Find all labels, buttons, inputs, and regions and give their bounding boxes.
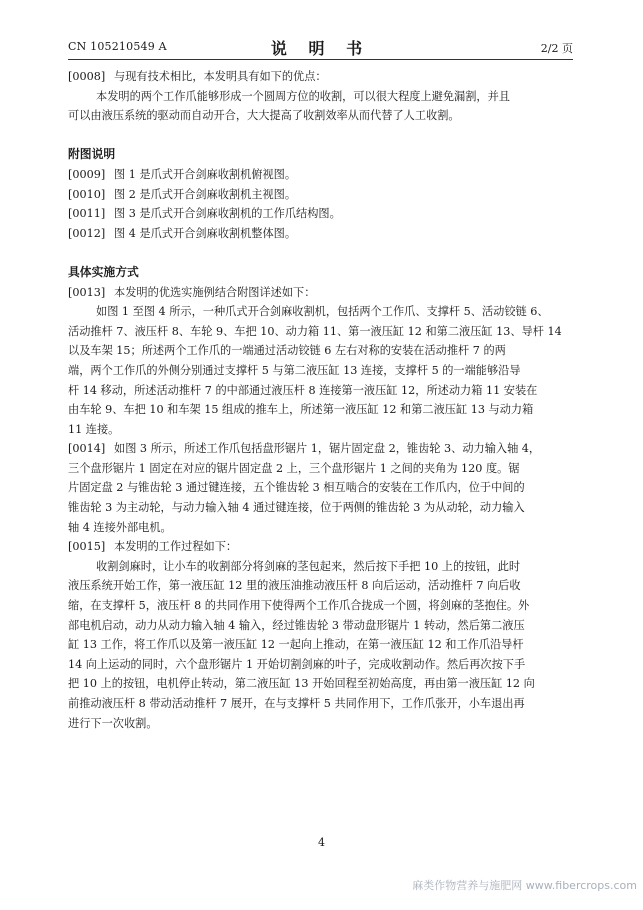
text-line: 14 向上运动的同时，六个盘形锯片 1 开始切割剑麻的叶子，完成收割动作。然后再次按下手 [68, 657, 526, 671]
page-header [68, 36, 573, 56]
text-line: 缸 13 工作，将工作爪以及第一液压缸 12 一起向上推动，在第一液压缸 12 和工作爪沿导杆 [68, 638, 524, 652]
figure-item: [0012] 图 4 是爪式开合剑麻收割机整体图。 [68, 226, 297, 240]
text-line: 轴 4 连接外部电机。 [68, 520, 172, 534]
text-line: 进行下一次收割。 [68, 716, 158, 730]
paragraph-text: 与现有技术相比，本发明具有如下的优点： [114, 70, 327, 83]
text-line: 可以由液压系统的驱动而自动开合，大大提高了收割效率从而代替了人工收割。 [68, 109, 460, 123]
text-line: 收割剑麻时，让小车的收割部分将剑麻的茎包起来，然后按下手把 10 上的按钮，此时 [96, 559, 521, 573]
document-body [68, 67, 573, 733]
section-heading-figures: 附图说明 [68, 147, 116, 162]
paragraph-0013: [0013] 本发明的优选实施例结合附图详述如下： [68, 285, 316, 299]
text-line: 三个盘形锯片 1 固定在对应的锯片固定盘 2 上，三个盘形锯片 1 之间的夹角为 120 度。锯 [68, 461, 520, 475]
header-rule [68, 59, 573, 60]
text-line: 11 连接。 [68, 422, 120, 436]
text-line: 缩，在支撑杆 5，液压杆 8 的共同作用下使得两个工作爪合拢成一个圆，将剑麻的茎抱住。外 [68, 599, 530, 613]
text-line: 把 10 上的按钮，电机停止转动，第二液压缸 13 开始回程至初始高度，再由第一液压缸 12 向 [68, 677, 535, 691]
text-line: 以及车架 15；所述两个工作爪的一端通过活动铰链 6 左右对称的安装在活动推杆 7 的两 [68, 344, 506, 358]
text-line: 如图 1 至图 4 所示，一种爪式开合剑麻收割机，包括两个工作爪、支撑杆 5、活动铰链 6、 [96, 305, 549, 319]
paragraph-0015: [0015] 本发明的工作过程如下： [68, 540, 238, 554]
text-line: 液压系统开始工作，第一液压缸 12 里的液压油推动液压杆 8 向后运动，活动推杆 7 向后收 [68, 579, 521, 593]
paragraph-0008 [68, 67, 573, 87]
page-indicator: 2/2 页 [540, 42, 573, 55]
watermark: 麻类作物营养与施肥网 www.fibercrops.com [412, 879, 637, 892]
page-number: 4 [318, 836, 325, 849]
doc-title: 说 明 书 [270, 39, 371, 58]
text-line: 端，两个工作爪的外侧分别通过支撑杆 5 与第二液压缸 13 连接，支撑杆 5 的一端能够沿导 [68, 363, 521, 377]
text-line: 杆 14 移动，所述活动推杆 7 的中部通过液压杆 8 连接第一液压缸 12，所述动力箱 11 安装在 [68, 383, 538, 397]
text-line: 本发明的两个工作爪能够形成一个圆周方位的收割，可以很大程度上避免漏割，并且 [96, 89, 510, 103]
text-line: 片固定盘 2 与锥齿轮 3 通过键连接，五个锥齿轮 3 相互啮合的安装在工作爪内，位于中间的 [68, 481, 525, 495]
doc-number: CN 105210549 A [68, 40, 167, 53]
paragraph-0014: [0014] 如图 3 所示，所述工作爪包括盘形锯片 1，锯片固定盘 2，锥齿轮 3、动力输入轴 4， [68, 442, 541, 456]
paragraph-tag: [0008] [68, 70, 106, 83]
text-line: 锥齿轮 3 为主动轮，与动力输入轴 4 通过键连接，位于两侧的锥齿轮 3 为从动轮，动力输入 [68, 501, 525, 515]
text-line: 前推动液压杆 8 带动活动推杆 7 展开，在与支撑杆 5 共同作用下，工作爪张开，小车退出再 [68, 697, 525, 710]
figure-item: [0010] 图 2 是爪式开合剑麻收割机主视图。 [68, 187, 297, 201]
figure-item: [0011] 图 3 是爪式开合剑麻收割机的工作爪结构图。 [68, 207, 341, 221]
figure-item: [0009] 图 1 是爪式开合剑麻收割机俯视图。 [68, 167, 297, 181]
text-line: 部电机启动，动力从动力输入轴 4 输入，经过锥齿轮 3 带动盘形锯片 1 转动，然后第二液压 [68, 618, 525, 632]
section-heading-embodiment: 具体实施方式 [68, 264, 139, 279]
text-line: 活动推杆 7、液压杆 8、车轮 9、车把 10、动力箱 11、第一液压缸 12 和第二液压缸 13、导杆 14 [68, 324, 562, 338]
text-line: 由车轮 9、车把 10 和车架 15 组成的推车上，所述第一液压缸 12 和第二液压缸 13 与动力箱 [68, 403, 534, 417]
